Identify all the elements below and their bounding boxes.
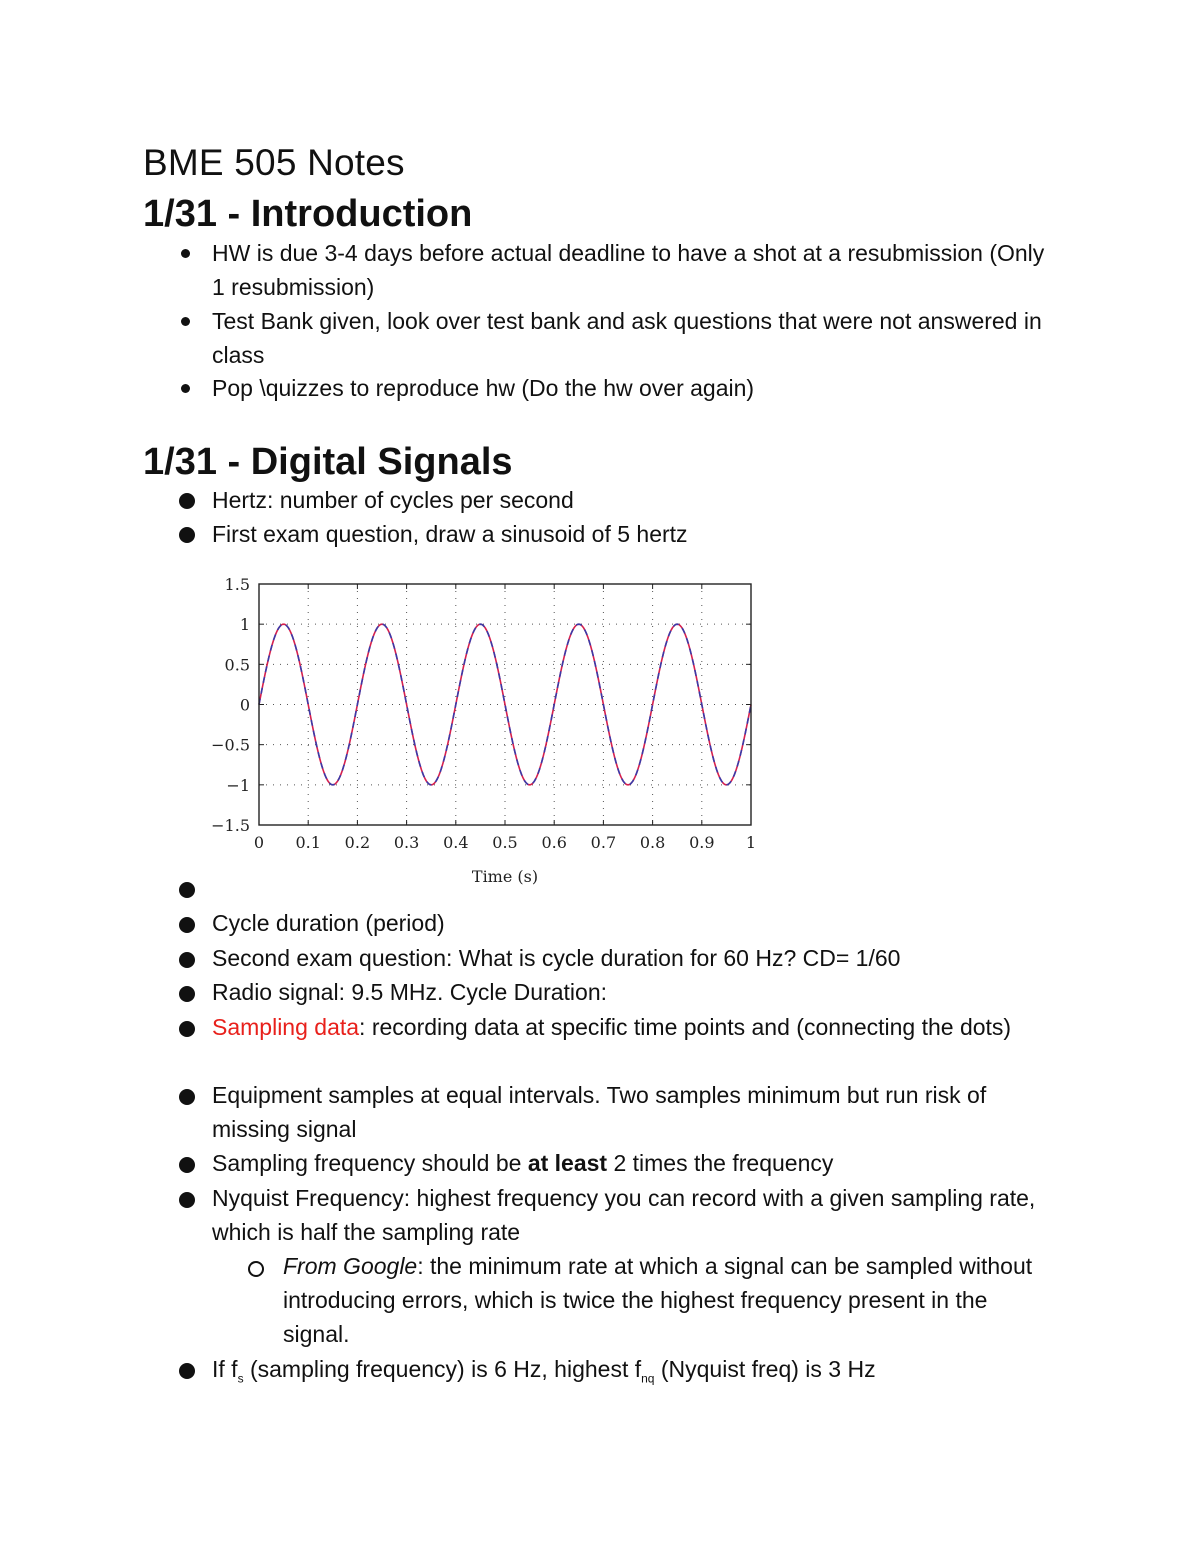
list-item: Radio signal: 9.5 MHz. Cycle Duration: <box>212 979 607 1005</box>
x-tick-label: 1 <box>745 833 757 852</box>
bullet-icon <box>179 1363 195 1379</box>
bullet-icon <box>179 527 195 543</box>
bullet-icon <box>181 249 190 258</box>
x-tick-label: 0.8 <box>639 833 666 852</box>
list-item <box>212 1352 1062 1396</box>
subscript: s <box>237 1371 244 1386</box>
sampling-data-definition: : recording data at specific time points and (connecting the dots) <box>359 1014 1012 1040</box>
list-item: Equipment samples at equal intervals. Two samples minimum but run risk of missing signal <box>212 1082 987 1142</box>
text-span: (Nyquist freq) is 3 Hz <box>654 1356 876 1382</box>
x-tick-label: 0.9 <box>689 833 715 852</box>
source-label: From Google <box>283 1253 418 1279</box>
text-span: 2 times the frequency <box>607 1150 834 1176</box>
text-span: Sampling frequency should be <box>212 1150 528 1176</box>
text-span: : the minimum rate at which a signal can be sampled without introducing errors, which is twice the highest frequency present in the signal. <box>283 1253 1033 1347</box>
x-axis-label: Time (s) <box>471 867 539 886</box>
subscript: nq <box>641 1371 655 1386</box>
x-tick-label: 0.3 <box>393 833 420 852</box>
document-title: BME 505 Notes <box>143 142 405 183</box>
bullet-icon <box>179 1192 195 1208</box>
list-item <box>212 1146 1062 1180</box>
x-tick-label: 0.5 <box>492 833 518 852</box>
emphasis-text: at least <box>527 1150 608 1176</box>
list-item: HW is due 3-4 days before actual deadline to have a shot at a resubmission (Only 1 resubmission) <box>212 240 1045 300</box>
sampling-data-term: Sampling data <box>212 1014 360 1040</box>
list-item: Second exam question: What is cycle duration for 60 Hz? CD= 1/60 <box>212 945 901 971</box>
x-tick-label: 0.1 <box>295 833 321 852</box>
y-tick-label: 1.5 <box>224 575 250 594</box>
bullet-icon <box>179 882 195 898</box>
section-heading-introduction: 1/31 - Introduction <box>143 193 473 235</box>
bullet-icon <box>181 384 190 393</box>
series-line-sinusoid <box>259 624 751 785</box>
sinusoid-chart <box>205 565 765 895</box>
x-tick-label: 0.4 <box>443 833 469 852</box>
y-tick-label: −1.5 <box>211 816 250 835</box>
bullet-icon <box>181 317 190 326</box>
y-tick-label: 1 <box>239 615 250 635</box>
bullet-icon <box>179 493 195 509</box>
x-tick-label: 0 <box>253 833 265 852</box>
list-item <box>212 1010 1062 1044</box>
list-item: Cycle duration (period) <box>212 910 445 936</box>
y-tick-label: −0.5 <box>211 735 250 755</box>
sub-list-item <box>283 1249 1043 1351</box>
x-tick-label: 0.2 <box>344 833 371 852</box>
list-item: Test Bank given, look over test bank and ask questions that were not answered in class <box>212 308 1042 368</box>
bullet-icon <box>179 952 195 968</box>
x-tick-label: 0.6 <box>541 833 567 852</box>
bullet-icon <box>179 1157 195 1173</box>
bullet-icon <box>179 986 195 1002</box>
y-tick-label: 0 <box>239 695 250 715</box>
text-span: If f <box>212 1356 238 1382</box>
text-span: (sampling frequency) is 6 Hz, highest f <box>243 1356 642 1382</box>
y-tick-label: −1 <box>226 775 250 795</box>
list-item: Pop \quizzes to reproduce hw (Do the hw over again) <box>212 375 755 401</box>
bullet-icon <box>179 1089 195 1105</box>
y-tick-label: 0.5 <box>224 655 250 675</box>
list-item: Hertz: number of cycles per second <box>212 487 574 513</box>
list-item: Nyquist Frequency: highest frequency you can record with a given sampling rate, which is half the sampling rate <box>212 1185 1036 1245</box>
sub-bullet-icon <box>248 1261 264 1277</box>
section-heading-digital-signals: 1/31 - Digital Signals <box>143 441 513 483</box>
bullet-icon <box>179 917 195 933</box>
bullet-icon <box>179 1021 195 1037</box>
list-item: First exam question, draw a sinusoid of 5 hertz <box>212 521 688 547</box>
x-tick-label: 0.7 <box>590 833 617 852</box>
